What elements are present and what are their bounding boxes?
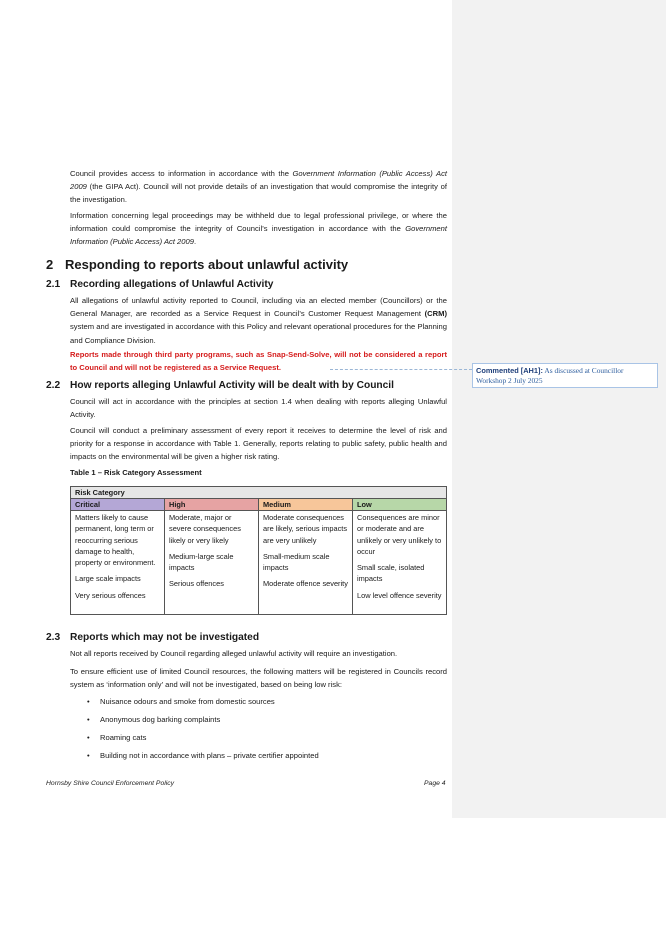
medium-item: Moderate consequences are likely, serious impacts are very unlikely — [263, 513, 348, 545]
col-header-critical: Critical — [71, 499, 165, 511]
bullet-icon: • — [87, 715, 90, 724]
critical-item: Large scale impacts — [75, 574, 141, 584]
risk-category-header: Risk Category — [71, 487, 447, 499]
col-header-medium: Medium — [259, 499, 353, 511]
medium-item: Moderate offence severity — [263, 579, 348, 589]
list-item: • Anonymous dog barking complaints — [87, 715, 221, 724]
low-item: Consequences are minor or moderate and are unlikely or very unlikely to occur — [357, 513, 442, 556]
low-item: Low level offence severity — [357, 590, 442, 600]
page-number: Page 4 — [424, 780, 446, 787]
gipa-paragraph: Council provides access to information in accordance with the Government Information (Public Access) Act 2009 (the GIPA Act). Council will not provide details of an investigation that would compromise the integrity of the investigation. — [70, 169, 447, 205]
comment-text: As discussed at Councillor Workshop 2 July 2025 — [476, 366, 624, 385]
col-header-low: Low — [353, 499, 447, 511]
section-2-2-heading: 2.2 How reports alleging Unlawful Activity will be dealt with by Council — [46, 380, 394, 391]
high-item: Serious offences — [169, 579, 224, 589]
high-item: Medium-large scale impacts — [169, 551, 234, 573]
low-cell — [353, 511, 447, 615]
bullet-icon: • — [87, 751, 90, 760]
low-risk-list — [70, 695, 319, 767]
list-item: • Roaming cats — [87, 733, 147, 742]
col-header-high: High — [165, 499, 259, 511]
section-2-3-heading: 2.3 Reports which may not be investigated — [46, 632, 260, 643]
medium-item: Small-medium scale impacts — [263, 551, 330, 573]
bullet-icon: • — [87, 733, 90, 742]
information-only-paragraph: To ensure efficient use of limited Council resources, the following matters will be registered in Councils record system as ‘information only’ and will not be investigated, based on being low risk: — [70, 667, 447, 690]
critical-cell — [71, 511, 165, 615]
footer-title: Hornsby Shire Council Enforcement Policy — [46, 780, 175, 787]
third-party-reports-paragraph: Reports made through third party programs, such as Snap-Send-Solve, will not be considered a report to Council and will not be registered as a Service Request. — [70, 350, 447, 373]
risk-category-table — [70, 486, 447, 615]
table-caption: Table 1 – Risk Category Assessment — [70, 468, 202, 477]
principles-paragraph: Council will act in accordance with the principles at section 1.4 when dealing with reports alleging Unlawful Activity. — [70, 397, 447, 420]
comment-connector-line — [330, 369, 472, 370]
critical-item: Matters likely to cause permanent, long term or reoccurring serious damage to health, property or environment. — [75, 513, 156, 568]
high-item: Moderate, major or severe consequences likely or very likely — [169, 513, 241, 545]
comment-author: Commented [AH1]: — [476, 366, 543, 375]
list-item: • Nuisance odours and smoke from domestic sources — [87, 697, 275, 706]
list-item: • Building not in accordance with plans – private certifier appointed — [87, 751, 319, 760]
bullet-icon: • — [87, 697, 90, 706]
section-2-heading: 2 Responding to reports about unlawful activity — [46, 257, 349, 272]
low-item: Small scale, isolated impacts — [357, 563, 425, 584]
critical-item: Very serious offences — [75, 590, 146, 600]
high-cell — [165, 511, 259, 615]
comment-margin — [452, 0, 666, 818]
not-all-investigated-paragraph: Not all reports received by Council regarding alleged unlawful activity will require an investigation. — [70, 649, 398, 658]
medium-cell — [259, 511, 353, 615]
section-2-1-heading: 2.1 Recording allegations of Unlawful Activity — [46, 279, 274, 290]
recording-paragraph: All allegations of unlawful activity reported to Council, including via an elected member (Councillors) or the General Manager, are recorded as a Service Request in Council’s Customer Request Management (CRM) system and are investigated in accordance with this Policy and relevant operational procedures for the Planning and Compliance Division. — [70, 296, 447, 345]
legal-privilege-paragraph: Information concerning legal proceedings may be withheld due to legal professional privilege, or where the information could compromise the integrity of Council’s investigation in accordance with the Government Information (Public Access) Act 2009. — [70, 211, 447, 247]
preliminary-assessment-paragraph: Council will conduct a preliminary assessment of every report it receives to determine the level of risk and priority for a response in accordance with Table 1. Generally, reports relating to public safety, public health and impacts on the environmental will be given a higher risk rating. — [70, 426, 447, 462]
comment-balloon[interactable] — [472, 363, 658, 388]
